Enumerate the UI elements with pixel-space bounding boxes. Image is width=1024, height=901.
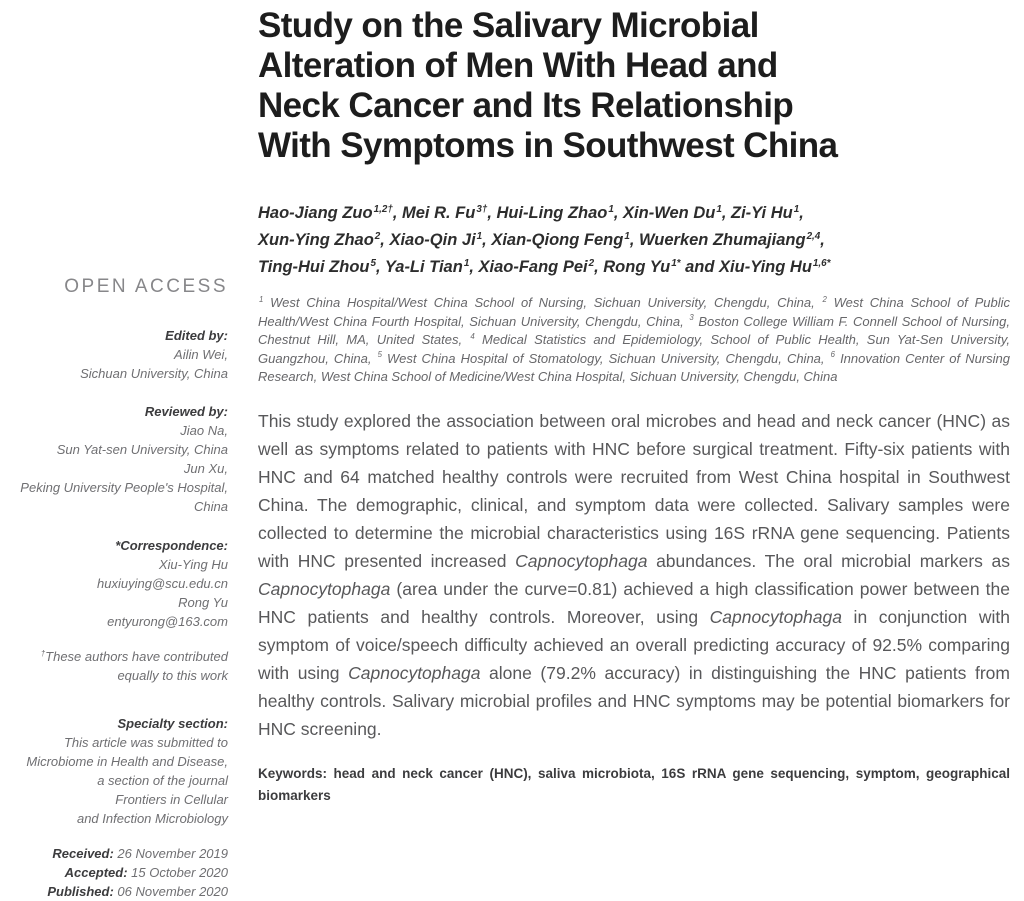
text-segment: Sichuan University, China — [80, 366, 228, 381]
text-segment: Published: — [47, 884, 118, 899]
email-link[interactable]: huxiuying@scu.edu.cn — [97, 576, 228, 591]
sidebar-line — [0, 497, 228, 516]
text-segment: Peking University People's Hospital, — [20, 480, 228, 495]
superscript: 1,2† — [373, 203, 393, 215]
keywords — [258, 763, 1010, 807]
text-segment: , Mei R. Fu — [392, 204, 476, 222]
text-line: Alteration of Men With Head and — [258, 46, 778, 85]
abstract-text — [258, 407, 1010, 743]
text-segment: , Zi-Yi Hu — [721, 204, 793, 222]
superscript: 1* — [671, 257, 681, 269]
sidebar-line — [0, 478, 228, 497]
sidebar-blocks — [0, 326, 228, 901]
text-segment: Medical Statistics and Epidemiology, School of Public Health, Sun Yat-Sen University, Guangzhou, China, — [258, 332, 1010, 366]
superscript: 1 — [608, 203, 614, 215]
text-segment: , Ya-Li Tian — [376, 258, 463, 276]
text-segment: Capnocytophaga — [515, 550, 648, 571]
superscript: 3 — [689, 313, 694, 323]
author-list — [258, 200, 1010, 281]
superscript: 6 — [830, 350, 835, 360]
text-segment: Jun Xu, — [183, 461, 228, 476]
text-segment: West China Hospital/West China School of Nursing, Sichuan University, Chengdu, China, — [263, 295, 822, 310]
text-segment: (area under the curve=0.81) achieved a high classification power between the HNC patients and healthy controls. Moreover, using — [258, 578, 1010, 627]
text-segment: 06 November 2020 — [117, 884, 228, 899]
email-link[interactable]: entyurong@163.com — [107, 614, 228, 629]
text-segment: , Wuerken Zhumajiang — [629, 231, 806, 249]
text-segment: West China Hospital of Stomatology, Sichuan University, Chengdu, China, — [381, 350, 830, 366]
text-segment: Boston College William F. Connell School of Nursing, Chestnut Hill, MA, United States, — [258, 313, 1010, 347]
sidebar-block-label: *Correspondence: — [115, 538, 228, 553]
article-title — [258, 6, 1010, 166]
sidebar-block-label: Edited by: — [165, 328, 228, 343]
text-segment: West China School of Public Health/West China Fourth Hospital, Sichuan University, Chengdu, China, — [258, 295, 1010, 329]
superscript: 2 — [588, 257, 595, 269]
text-segment: Xiu-Ying Hu — [158, 557, 228, 572]
sidebar-line — [0, 863, 228, 882]
text-segment: a section of the journal — [97, 773, 228, 788]
superscript: 1,6* — [812, 257, 831, 269]
article-main — [228, 0, 1024, 901]
text-line — [258, 200, 1010, 227]
sidebar-line — [0, 593, 228, 612]
sidebar-line — [0, 440, 228, 459]
text-line — [258, 254, 1010, 281]
sidebar-line — [0, 752, 228, 771]
text-segment: Received: — [52, 846, 118, 861]
text-segment: Capnocytophaga — [709, 606, 842, 627]
text-segment: Frontiers in Cellular — [115, 792, 228, 807]
sidebar-line — [0, 459, 228, 478]
sidebar-line — [0, 364, 228, 383]
text-segment: Ting-Hui Zhou — [258, 258, 370, 276]
sidebar-block-label: Reviewed by: — [144, 404, 228, 419]
text-segment: , Xian-Qiong Feng — [482, 231, 624, 249]
text-segment: 15 October 2020 — [131, 865, 228, 880]
text-segment: Microbiome in Health and Disease, — [26, 754, 228, 769]
text-segment: Sun Yat-sen University, China — [56, 442, 228, 457]
text-segment: abundances. The oral microbial markers as — [647, 550, 1010, 571]
text-segment: , Rong Yu — [594, 258, 671, 276]
text-segment: , — [799, 204, 804, 222]
sidebar-block — [0, 647, 228, 685]
sidebar-line — [0, 666, 228, 685]
text-segment: equally to this work — [117, 668, 228, 683]
superscript: 3† — [476, 203, 488, 215]
text-segment: Xun-Ying Zhao — [258, 231, 374, 249]
sidebar-line — [0, 345, 228, 364]
sidebar-line — [0, 574, 228, 593]
superscript: 2,4 — [806, 230, 821, 242]
text-segment: Rong Yu — [178, 595, 228, 610]
superscript: 5 — [370, 257, 376, 269]
superscript: 2 — [374, 230, 381, 242]
text-segment: in conjunction with symptom of voice/speech difficulty achieved an overall predicting accuracy of 92.5% comparing with using — [258, 606, 1010, 683]
text-segment: Innovation Center of Nursing Research, West China School of Medicine/West China Hospital, Sichuan University, Chengdu, China — [258, 350, 1010, 384]
text-segment: Accepted: — [64, 865, 132, 880]
text-line: Neck Cancer and Its Relationship — [258, 86, 794, 125]
sidebar — [0, 0, 228, 901]
text-segment: These authors have contributed — [45, 649, 228, 664]
text-segment: This study explored the association between oral microbes and head and neck cancer (HNC) as well as symptoms related to patients with HNC before surgical treatment. Fifty-six patients with HNC and 64 matched healthy controls were recruited from West China hospital in Southwest China. The demographic, clinical, and symptom data were collected. Salivary samples were collected to determine the microbial characteristics using 16S rRNA gene sequencing. Patients with HNC presented increased — [258, 410, 1010, 571]
sidebar-line — [0, 809, 228, 828]
text-line — [258, 227, 1010, 254]
text-segment: alone (79.2% accuracy) in distinguishing the HNC patients from healthy controls. Salivary microbial profiles and HNC symptoms may be potential biomarkers for HNC screening. — [258, 662, 1010, 739]
text-segment: Capnocytophaga — [348, 662, 481, 683]
text-segment: China — [194, 499, 228, 514]
text-segment: , Hui-Ling Zhao — [487, 204, 608, 222]
sidebar-block — [0, 536, 228, 631]
superscript: 1 — [624, 230, 630, 242]
sidebar-line — [0, 733, 228, 752]
text-line: Study on the Salivary Microbial — [258, 6, 759, 45]
text-segment: , Xiao-Fang Pei — [469, 258, 588, 276]
sidebar-block — [0, 844, 228, 901]
text-segment: Ailin Wei, — [174, 347, 228, 362]
open-access-label: OPEN ACCESS — [64, 276, 228, 297]
superscript: 1 — [476, 230, 483, 242]
text-line: With Symptoms in Southwest China — [258, 126, 838, 165]
superscript: 1 — [793, 203, 800, 215]
superscript: 2 — [822, 294, 827, 304]
superscript: 5 — [377, 350, 382, 360]
affiliations — [258, 294, 1010, 387]
superscript: 1 — [259, 294, 264, 304]
superscript: † — [40, 648, 46, 658]
sidebar-line — [0, 647, 228, 666]
sidebar-block — [0, 714, 228, 828]
text-segment: and Infection Microbiology — [76, 811, 228, 826]
sidebar-line — [0, 612, 228, 631]
sidebar-line — [0, 844, 228, 863]
sidebar-line — [0, 790, 228, 809]
text-segment: and Xiu-Ying Hu — [680, 258, 812, 276]
text-segment: 26 November 2019 — [117, 846, 228, 861]
superscript: 4 — [470, 331, 475, 341]
text-segment: , Xiao-Qin Ji — [380, 231, 476, 249]
sidebar-line — [0, 421, 228, 440]
sidebar-line — [0, 555, 228, 574]
superscript: 1 — [463, 257, 470, 269]
text-segment: This article was submitted to — [63, 735, 228, 750]
text-segment: Keywords: head and neck cancer (HNC), saliva microbiota, 16S rRNA gene sequencing, symptom, geographical biomarkers — [258, 765, 1010, 803]
text-segment: Capnocytophaga — [258, 578, 391, 599]
sidebar-line — [0, 771, 228, 790]
text-segment: Jiao Na, — [180, 423, 228, 438]
superscript: 1 — [716, 203, 722, 215]
text-segment: Hao-Jiang Zuo — [258, 204, 373, 222]
sidebar-block-label: Specialty section: — [117, 716, 228, 731]
sidebar-block — [0, 326, 228, 383]
sidebar-block — [0, 402, 228, 516]
text-segment: , — [820, 231, 825, 249]
text-segment: , Xin-Wen Du — [613, 204, 716, 222]
